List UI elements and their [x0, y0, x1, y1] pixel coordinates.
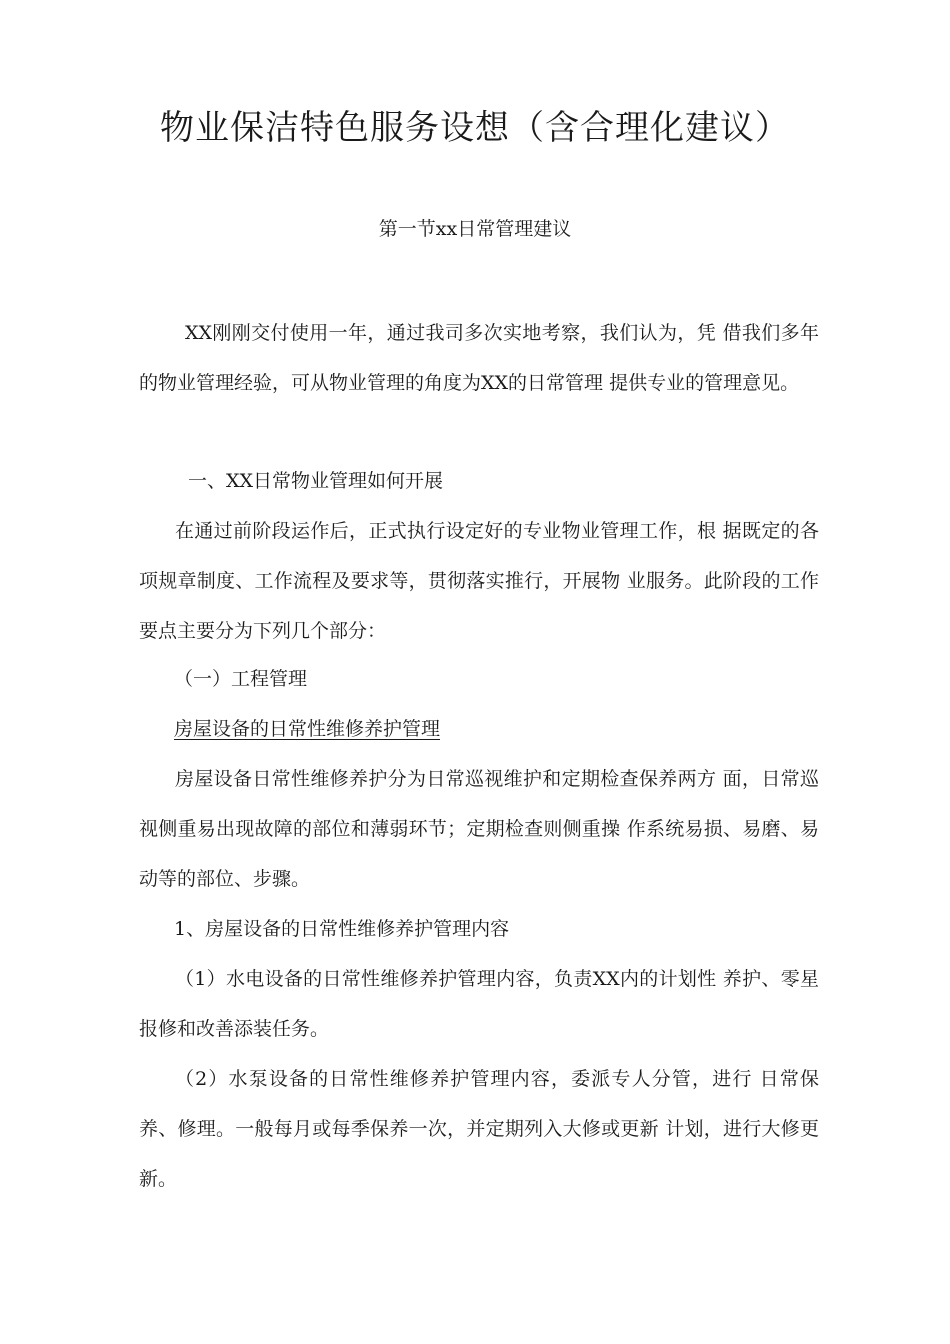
underlined-subheading: 房屋设备的日常性维修养护管理 — [174, 718, 441, 740]
section-title: 第一节xx日常管理建议 — [378, 218, 572, 240]
paragraph-water-pump: （2）水泵设备的日常性维修养护管理内容，委派专人分管，进行 日常保养、修理。一般每月或每季保养一次，并定期列入大修或更新 计划，进行大修更新。 — [139, 1068, 819, 1190]
paragraph-maintenance-types: 房屋设备日常性维修养护分为日常巡视维护和定期检查保养两方 面，日常巡视侧重易出现故障的部位和薄弱环节；定期检查则侧重操 作系统易损、易磨、易动等的部位、步骤。 — [139, 768, 819, 890]
paragraph-water-electric: （1）水电设备的日常性维修养护管理内容，负责XX内的计划性 养护、零星报修和改善添装任务。 — [139, 968, 819, 1040]
heading-maintenance-content: 1、房屋设备的日常性维修养护管理内容 — [174, 918, 510, 940]
heading-engineering-management: （一）工程管理 — [174, 668, 308, 690]
paragraph-operation: 在通过前阶段运作后，正式执行设定好的专业物业管理工作，根 据既定的各项规章制度、工作流程及要求等，贯彻落实推行，开展物 业服务。此阶段的工作要点主要分为下列几个部分： — [139, 520, 819, 642]
heading-equipment-maintenance — [174, 704, 814, 754]
document-title: 物业保洁特色服务设想（含合理化建议） — [160, 108, 790, 148]
paragraph-intro: XX刚刚交付使用一年，通过我司多次实地考察，我们认为，凭 借我们多年的物业管理经验，可从物业管理的角度为XX的日常管理 提供专业的管理意见。 — [139, 322, 819, 394]
heading-daily-management: 一、XX日常物业管理如何开展 — [188, 470, 444, 492]
